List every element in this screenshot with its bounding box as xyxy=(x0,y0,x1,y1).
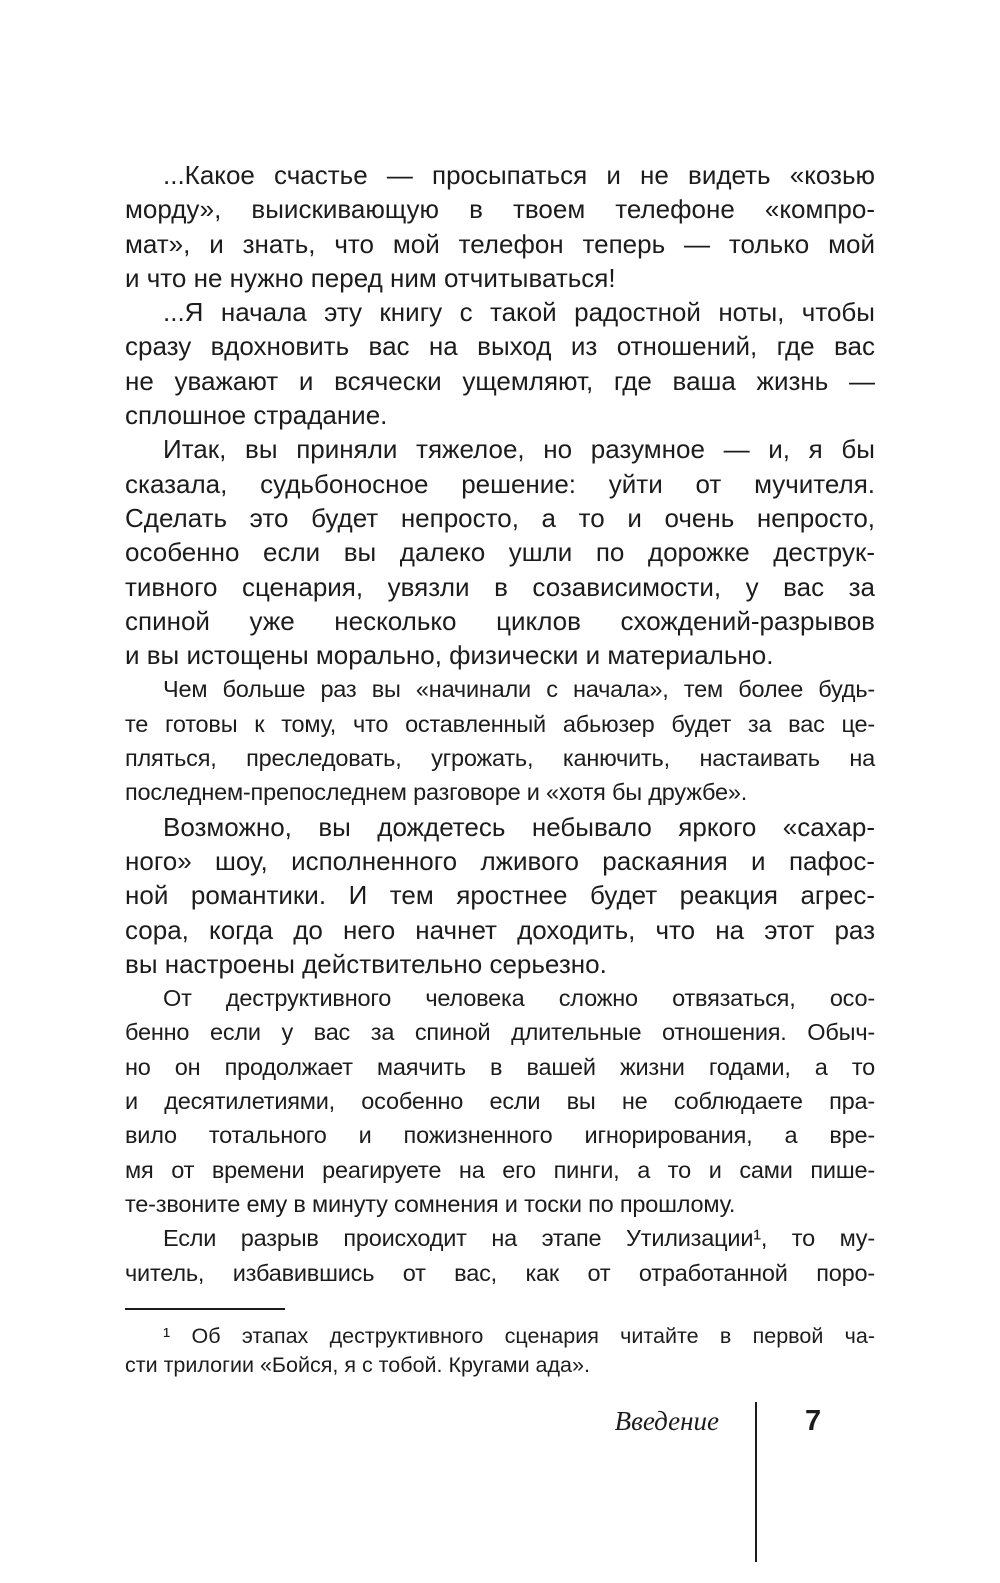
text-line: сплошное страдание. xyxy=(125,400,388,431)
text-block xyxy=(125,158,875,1381)
paragraph xyxy=(125,158,875,295)
text-line: и десятилетиями, особенно если вы не соблюдаете пра- xyxy=(125,1088,875,1115)
text-line: Итак, вы приняли тяжелое, но разумное — и, я бы xyxy=(163,434,875,465)
text-line: Если разрыв происходит на этапе Утилизации¹, то му- xyxy=(163,1225,875,1252)
text-line: тивного сценария, увязли в созависимости, у вас за xyxy=(125,571,875,602)
text-line: морду», выискивающую в твоем телефоне «компро- xyxy=(125,194,875,225)
text-line: ной романтики. И тем яростнее будет реакция агрес- xyxy=(125,880,875,911)
text-line: последнем-препоследнем разговоре и «хотя бы дружбе». xyxy=(125,779,748,806)
text-line: Сделать это будет непросто, а то и очень непросто, xyxy=(125,502,875,533)
text-line: мя от времени реагируете на его пинги, а то и сами пише- xyxy=(125,1156,875,1183)
text-line: ...Я начала эту книгу с такой радостной ноты, чтобы xyxy=(163,297,875,328)
text-line: не уважают и всячески ущемляют, где ваша жизнь — xyxy=(125,365,875,396)
text-line: спиной уже несколько циклов схождений-разрывов xyxy=(125,605,875,636)
text-line: те готовы к тому, что оставленный абьюзер будет за вас це- xyxy=(125,710,875,737)
text-line: но он продолжает маячить в вашей жизни годами, а то xyxy=(125,1053,875,1080)
text-line: пляться, преследовать, угрожать, канючить, настаивать на xyxy=(125,745,875,772)
text-line: бенно если у вас за спиной длительные отношения. Обыч- xyxy=(125,1019,875,1046)
text-line: и вы истощены морально, физически и материально. xyxy=(125,640,774,671)
text-line: и что не нужно перед ним отчитываться! xyxy=(125,262,616,293)
text-line: сти трилогии «Бойся, я с тобой. Кругами ада». xyxy=(125,1353,590,1378)
paragraph xyxy=(125,810,875,981)
paragraph xyxy=(125,1221,875,1290)
text-line: сора, когда до него начнет доходить, что на этот раз xyxy=(125,914,875,945)
text-line: читель, избавившись от вас, как от отработанной поро- xyxy=(125,1259,875,1286)
paragraph xyxy=(125,981,875,1221)
paragraph xyxy=(125,672,875,809)
page-footer xyxy=(125,1402,875,1562)
footnote-separator xyxy=(125,1308,285,1310)
text-line: мат», и знать, что мой телефон теперь — только мой xyxy=(125,228,875,259)
text-line: ¹ Об этапах деструктивного сценария читайте в первой ча- xyxy=(163,1323,875,1348)
running-title: Введение xyxy=(614,1406,719,1436)
footnote xyxy=(125,1322,875,1381)
text-line: особенно если вы далеко ушли по дорожке деструк- xyxy=(125,537,875,568)
text-line: вило тотального и пожизненного игнорирования, а вре- xyxy=(125,1122,875,1149)
text-line: ного» шоу, исполненного лживого раскаяния и пафос- xyxy=(125,845,875,876)
text-line: Возможно, вы дождетесь небывало яркого «сахар- xyxy=(163,811,875,842)
paragraphs xyxy=(125,158,875,1290)
paragraph xyxy=(125,295,875,432)
text-line: ...Какое счастье — просыпаться и не видеть «козью xyxy=(163,160,875,190)
page-number: 7 xyxy=(805,1405,822,1437)
paragraph xyxy=(125,432,875,672)
text-line: те-звоните ему в минуту сомнения и тоски по прошлому. xyxy=(125,1190,736,1217)
text-line: вы настроены действительно серьезно. xyxy=(125,948,607,979)
text-line: сказала, судьбоносное решение: уйти от мучителя. xyxy=(125,468,875,499)
text-line: сразу вдохновить вас на выход из отношений, где вас xyxy=(125,331,875,362)
text-line: От деструктивного человека сложно отвязаться, осо- xyxy=(163,985,875,1012)
text-line: Чем больше раз вы «начинали с начала», тем более будь- xyxy=(163,676,875,703)
